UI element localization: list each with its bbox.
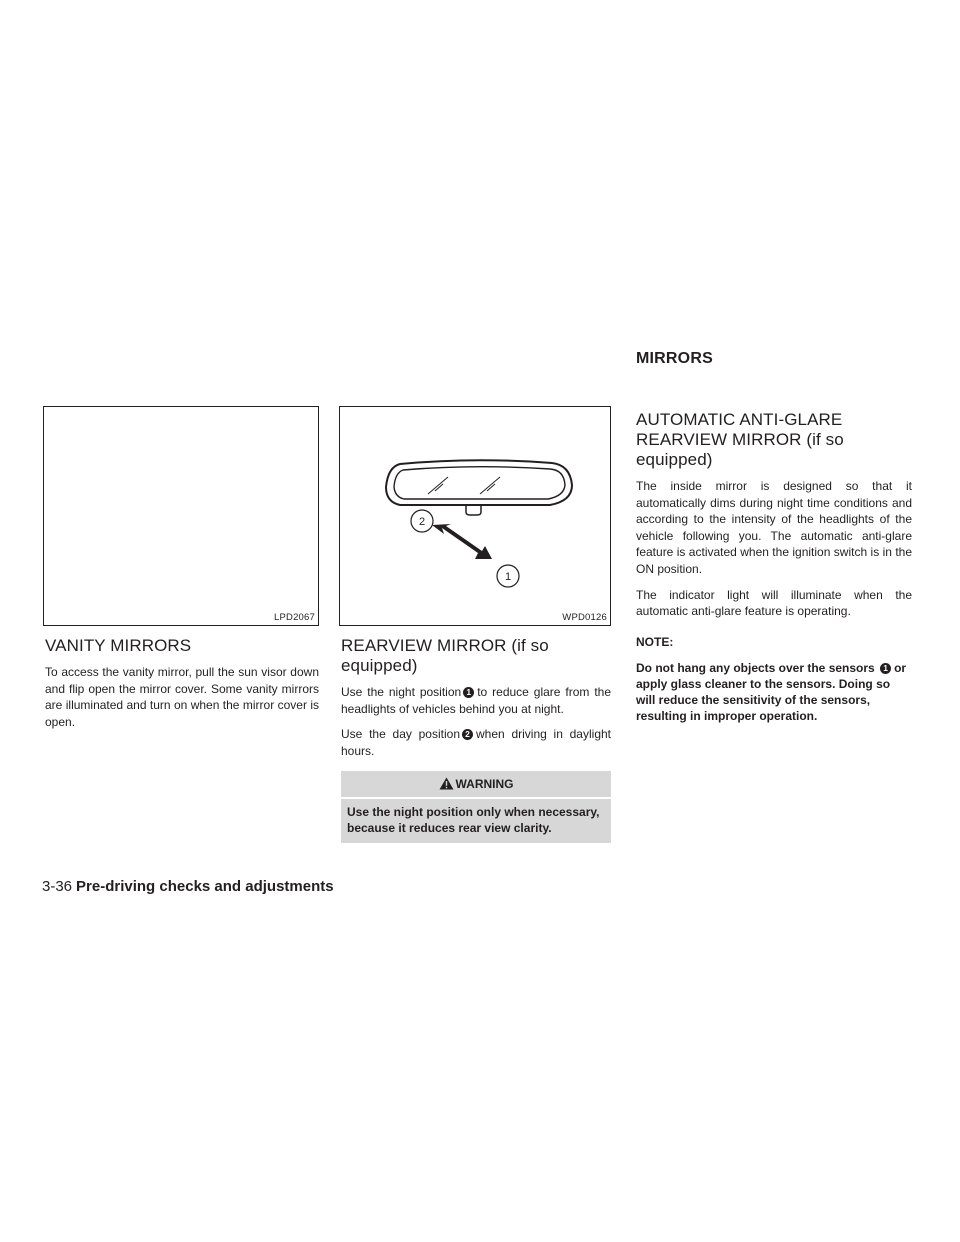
night-position-pre: Use the night position [341,685,462,699]
note-text [636,660,912,724]
night-position-post: to reduce glare from the headlights of vehicles behind you at night. [341,685,611,716]
figure-id: WPD0126 [562,612,607,623]
section-title: MIRRORS [636,350,713,367]
anti-glare-heading-line2: REARVIEW MIRROR (if so equipped) [636,430,844,469]
callout-1-icon: 1 [463,687,474,698]
warning-box [341,771,611,843]
figure-id: LPD2067 [273,612,315,623]
adjust-arrow-icon [432,524,492,559]
day-position-pre: Use the day position [341,727,460,742]
mirror-tab [466,505,481,515]
callout-2: 2 [418,516,426,528]
callout-1-icon: 1 [880,663,891,674]
anti-glare-heading-line1: AUTOMATIC ANTI-GLARE [636,410,843,429]
warning-text: Use the night position only when necessary, because it reduces rear view clarity. [347,804,600,835]
note-post: or apply glass cleaner to the sensors. Doing so will reduce the sensitivity of the sensors, resulting in improper operation. [636,661,907,724]
page-number: 3-36 [42,878,73,895]
rearview-mirror-section [341,636,611,843]
day-position-text [341,726,611,759]
warning-triangle-icon [439,777,454,790]
day-position-post: when driving in daylight hours. [341,727,611,758]
warning-label: WARNING [455,777,514,792]
vanity-mirrors-heading: VANITY MIRRORS [45,636,192,655]
night-position-text [341,684,611,717]
anti-glare-heading [636,410,912,470]
anti-glare-section [636,410,912,724]
rearview-mirror-heading: REARVIEW MIRROR (if so equipped) [341,636,549,675]
chapter-title: Pre-driving checks and adjustments [76,878,334,895]
vanity-mirror-figure [43,406,319,626]
callout-2-icon: 2 [462,729,473,740]
vanity-mirrors-section [45,636,319,739]
anti-glare-text-1: The inside mirror is designed so that it automatically dims during night time conditions and according to the intensity of the headlights of the vehicle following you. The automatic anti-glare feature is activated when the ignition switch is in the ON position. [636,479,912,576]
note-label: NOTE: [636,634,674,649]
warning-header [341,771,611,799]
page-footer [42,878,334,895]
vanity-mirrors-text: To access the vanity mirror, pull the sun visor down and flip open the mirror cover. Some vanity mirrors are illuminated and turn on when the mirror cover is open. [45,665,319,729]
callout-1: 1 [504,571,512,583]
rearview-mirror-illustration [340,407,610,625]
rearview-mirror-figure [339,406,611,626]
anti-glare-text-2: The indicator light will illuminate when the automatic anti-glare feature is operating. [636,587,912,619]
note-pre: Do not hang any objects over the sensors [636,661,875,676]
mirror-glass [394,467,565,499]
